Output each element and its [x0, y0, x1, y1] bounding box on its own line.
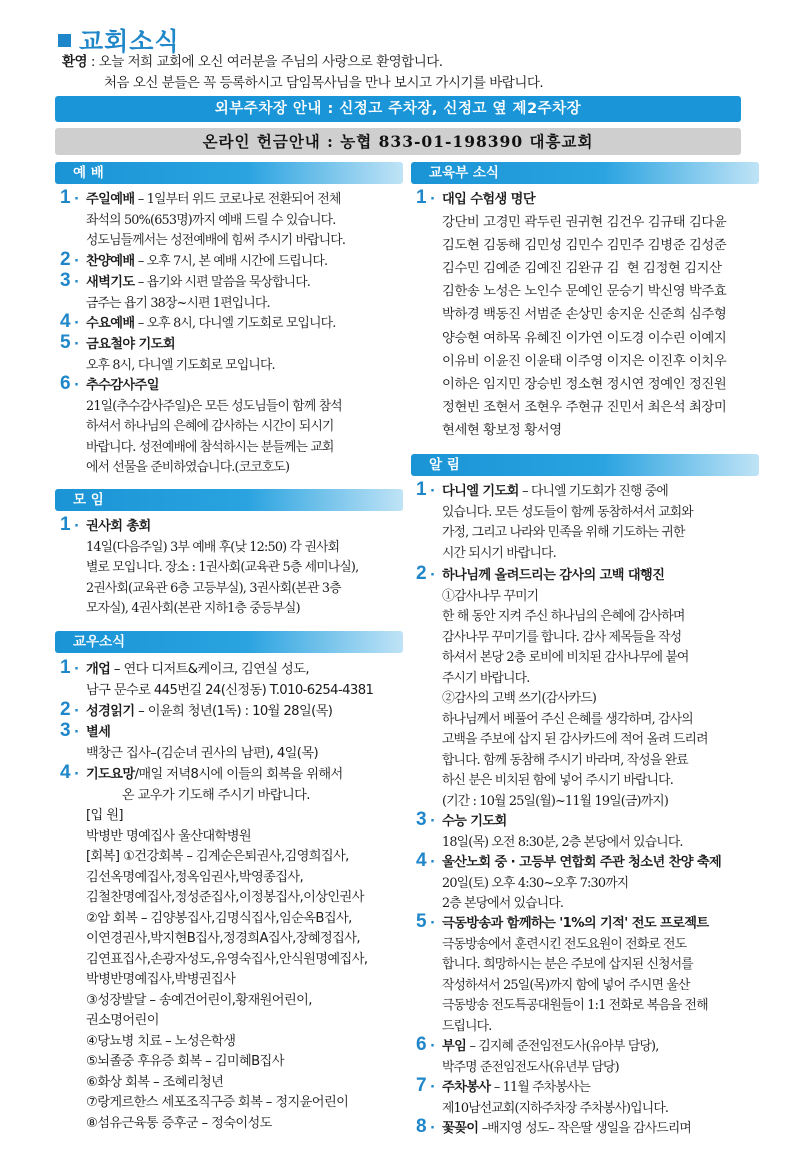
offering-banner: 온라인 헌금안내 : 농협 833-01-198390 대흥교회 — [55, 128, 741, 155]
item-headline — [442, 566, 708, 587]
item-line: 좌석의 50%(653명)까지 예배 드릴 수 있습니다. — [86, 212, 336, 228]
item-line: ①감사나무 꾸미기 — [442, 588, 539, 604]
item-line: 주시기 바랍니다. — [442, 670, 530, 686]
notices-item — [416, 479, 693, 564]
item-dot-icon: · — [430, 855, 435, 870]
item-dot-icon: · — [430, 1121, 435, 1136]
item-line: 김선옥명예집사,정옥임권사,박영종집사, — [86, 869, 304, 885]
item-line: ⑧섬유근육통 증후군 – 정숙이성도 — [86, 1115, 272, 1131]
item-line: 바랍니다. 성전예배에 참석하시는 분들께는 교회 — [86, 439, 334, 455]
item-body — [442, 853, 721, 915]
item-title: 다니엘 기도회 — [442, 484, 519, 499]
item-body — [442, 812, 683, 853]
item-line: 하셔서 하나님의 은혜에 감사하는 시간이 되시기 — [86, 419, 334, 434]
item-title: 울산노회 중 · 고등부 연합회 주관 청소년 찬양 축제 — [442, 855, 722, 870]
item-headline — [442, 1037, 658, 1058]
item-body — [442, 482, 693, 564]
item-text: – 오후 7시, 본 예배 시간에 드립니다. — [134, 254, 328, 269]
worship-item — [60, 332, 275, 376]
item-text: – 오후 8시, 다니엘 기도회로 모입니다. — [134, 316, 336, 331]
notices-item — [416, 850, 722, 915]
item-line: ④당뇨병 치료 – 노성은학생 — [86, 1033, 236, 1049]
item-text: –배지영 성도– 작은딸 생일을 감사드리며 — [478, 1121, 691, 1136]
item-dot-icon: · — [74, 275, 79, 290]
item-headline — [86, 314, 336, 335]
item-text: – 김지혜 준전임전도사(유아부 담당), — [466, 1039, 659, 1054]
item-title: 개업 — [86, 662, 111, 677]
item-line: 현세현 황보정 황서영 — [442, 423, 562, 439]
square-bullet-icon — [58, 34, 71, 47]
members-item — [60, 762, 368, 1134]
item-body — [86, 335, 275, 376]
item-line: 2권사회(교육관 6층 고등부실), 3권사회(본관 3층 — [86, 580, 341, 596]
item-line: 별로 모입니다. 장소 : 1권사회(교육관 5층 세미나실), — [86, 560, 359, 575]
item-body — [86, 517, 358, 620]
item-number: 1 — [416, 187, 426, 208]
item-line: 박병반 명예집사 울산대학병원 — [86, 828, 251, 844]
section-education-heading: 교육부 소식 — [411, 162, 759, 184]
notices-item — [416, 911, 709, 1037]
parking-banner: 외부주차장 안내 : 신정고 주차장, 신정고 옆 제2주차장 — [55, 96, 741, 122]
item-text: – 다니엘 기도회가 진행 중에 — [518, 484, 668, 499]
item-line: 양승현 여하목 유혜진 이가연 이도경 이수린 이예지 — [442, 330, 727, 346]
item-dot-icon: · — [74, 316, 79, 331]
item-line: (기간 : 10월 25일(월)~11월 19일(금)까지) — [442, 793, 669, 809]
item-number: 5 — [416, 911, 426, 932]
item-line: 20일(토) 오후 4:30~오후 7:30까지 — [442, 875, 629, 891]
item-headline — [442, 914, 709, 935]
item-title: 기도요망 — [86, 767, 135, 782]
item-line: 고백을 주보에 삽지 된 감사카드에 적어 올려 드리려 — [442, 732, 708, 747]
meeting-item — [60, 514, 359, 620]
worship-item — [60, 249, 328, 273]
item-line: 합니다. 함께 동참해 주시기 바라며, 작성을 완료 — [442, 752, 688, 768]
item-headline — [86, 517, 358, 538]
welcome-label: 환영 — [62, 54, 88, 70]
item-number: 8 — [416, 1116, 426, 1137]
welcome-message — [62, 52, 543, 94]
item-number: 4 — [60, 311, 70, 332]
members-item — [60, 657, 374, 701]
item-headline — [86, 335, 275, 356]
item-title: 주차봉사 — [442, 1080, 491, 1095]
item-number: 2 — [60, 699, 70, 720]
section-meeting-heading: 모 임 — [55, 489, 403, 511]
item-title: 별세 — [86, 725, 111, 740]
notices-item — [416, 1034, 659, 1078]
item-dot-icon: · — [430, 916, 435, 931]
item-body — [86, 252, 327, 273]
item-dot-icon: · — [74, 378, 79, 393]
item-dot-icon: · — [430, 568, 435, 583]
item-line: 있습니다. 모든 성도들이 함께 동참하셔서 교회와 — [442, 504, 693, 520]
item-headline — [442, 482, 693, 503]
item-number: 1 — [416, 479, 426, 500]
item-text: /매일 저녁8시에 이들의 회복을 위해서 — [134, 767, 343, 782]
members-item — [60, 720, 319, 764]
education-item — [416, 187, 727, 443]
item-headline — [86, 190, 345, 211]
item-line: 가정, 그리고 나라와 민족을 위해 기도하는 귀한 — [442, 525, 685, 540]
item-line: ②암 회복 – 김양봉집사,김명식집사,임순옥B집사, — [86, 910, 352, 926]
welcome-line-1 — [62, 52, 543, 73]
item-title: 하나님께 올려드리는 감사의 고백 대행진 — [442, 568, 665, 583]
item-line: 강단비 고경민 곽두린 권귀현 김건우 김규태 김다윤 — [442, 214, 727, 230]
item-text: – 11월 주차봉사는 — [490, 1080, 591, 1095]
item-title: 새벽기도 — [86, 275, 135, 290]
item-number: 3 — [60, 270, 70, 291]
item-body — [442, 1078, 668, 1119]
item-headline — [86, 765, 367, 786]
item-number: 2 — [416, 563, 426, 584]
item-line: 권소명어린이 — [86, 1013, 159, 1028]
item-headline — [86, 273, 310, 294]
item-line: 이연경권사,박지현B집사,정경희A집사,장혜정집사, — [86, 931, 361, 946]
item-dot-icon: · — [74, 725, 79, 740]
item-line: 하신 분은 비치된 함에 넣어 주시기 바랍니다. — [442, 773, 673, 788]
item-dot-icon: · — [430, 484, 435, 499]
item-line: 김연표집사,손광자성도,유영숙집사,안식원명예집사, — [86, 951, 368, 967]
item-line: 온 교우가 기도해 주시기 바랍니다. — [86, 787, 310, 803]
item-dot-icon: · — [430, 1039, 435, 1054]
item-line: ②감사의 고백 쓰기(감사카드) — [442, 691, 597, 706]
item-line: ⑦랑게르한스 세포조직구증 회복 – 정지윤어린이 — [86, 1095, 349, 1110]
item-body — [442, 1119, 691, 1140]
item-headline — [442, 1119, 691, 1140]
notices-item — [416, 1116, 691, 1140]
item-title: 추수감사주일 — [86, 378, 159, 393]
item-line: ⑥화상 회복 – 조혜리청년 — [86, 1074, 224, 1090]
item-dot-icon: · — [74, 192, 79, 207]
item-dot-icon: · — [430, 192, 435, 207]
item-line: 극동방송 전도특공대원들이 1:1 전화로 복음을 전해 — [442, 998, 708, 1013]
item-body — [86, 273, 310, 314]
worship-item — [60, 270, 311, 314]
worship-item — [60, 311, 336, 335]
item-body — [86, 723, 318, 764]
item-dot-icon: · — [74, 519, 79, 534]
item-line: 하나님께서 베풀어 주신 은혜를 생각하며, 감사의 — [442, 711, 693, 727]
welcome-line-2: 처음 오신 분들은 꼭 등록하시고 담임목사님을 만나 보시고 가시기를 바랍니다. — [104, 75, 544, 91]
worship-item — [60, 187, 346, 252]
item-line: 시간 되시기 바랍니다. — [442, 545, 556, 561]
item-dot-icon: · — [74, 704, 79, 719]
item-line: 모자실), 4권사회(본관 지하1층 중등부실) — [86, 601, 300, 616]
item-line: 김한송 노성은 노인수 문예인 문승기 박신영 박주효 — [442, 284, 727, 300]
item-text: – 이윤희 청년(1독) : 10월 28일(목) — [134, 704, 333, 719]
item-body — [86, 702, 332, 723]
item-body — [86, 314, 336, 335]
item-title: 찬양예배 — [86, 254, 135, 269]
item-title: 금요철야 기도회 — [86, 337, 175, 352]
item-title: 권사회 총회 — [86, 519, 151, 534]
item-headline — [86, 376, 342, 397]
item-line: [입 원] — [86, 808, 123, 823]
section-worship-heading: 예 배 — [55, 162, 403, 184]
item-dot-icon: · — [74, 337, 79, 352]
item-line: 이하은 임지민 장승빈 정소현 정시연 정예인 정진원 — [442, 376, 727, 392]
item-line: 백창근 집사–(김순녀 권사의 남편), 4일(목) — [86, 745, 319, 761]
welcome-text-1: : 오늘 저희 교회에 오신 여러분을 주님의 사랑으로 환영합니다. — [87, 54, 443, 70]
members-item — [60, 699, 333, 723]
item-line: 김도현 김동해 김민성 김민수 김민주 김병준 김성준 — [442, 237, 727, 253]
item-number: 1 — [60, 657, 70, 678]
item-headline — [442, 190, 726, 211]
worship-item — [60, 373, 342, 479]
item-line: 에서 선물을 준비하였습니다.(코코호도) — [86, 460, 290, 475]
item-line: ⑤뇌졸중 후유증 회복 – 김미혜B집사 — [86, 1054, 284, 1069]
item-line: 박하경 백동진 서범준 손상민 송지운 신준희 심주형 — [442, 307, 727, 323]
item-line: 한 해 동안 지켜 주신 하나님의 은혜에 감사하며 — [442, 609, 685, 624]
item-dot-icon: · — [74, 662, 79, 677]
item-body — [86, 376, 342, 479]
item-text: – 1일부터 위드 코로나로 전환되어 전체 — [134, 192, 341, 207]
item-title: 대입 수험생 명단 — [442, 192, 535, 207]
item-dot-icon: · — [430, 814, 435, 829]
item-line: 21일(추수감사주일)은 모든 성도님들이 함께 참석 — [86, 398, 342, 414]
item-line: 박병반명예집사,박병권집사 — [86, 972, 236, 987]
item-body — [86, 660, 373, 701]
item-line: 성도님들께서는 성전예배에 힘써 주시기 바랍니다. — [86, 233, 346, 248]
item-title: 꽃꽂이 — [442, 1121, 479, 1136]
item-number: 3 — [60, 720, 70, 741]
item-line: 2층 본당에서 있습니다. — [442, 896, 564, 911]
item-number: 6 — [416, 1034, 426, 1055]
item-title: 극동방송과 함께하는 '1%의 기적' 전도 프로젝트 — [442, 916, 709, 931]
item-title: 수요예배 — [86, 316, 135, 331]
item-line: 남구 문수로 445번길 24(신정동) T.010-6254-4381 — [86, 682, 374, 698]
item-line: 오후 8시, 다니엘 기도회로 모입니다. — [86, 357, 275, 373]
item-line: 극동방송에서 훈련시킨 전도요원이 전화로 전도 — [442, 936, 687, 952]
item-dot-icon: · — [74, 254, 79, 269]
item-number: 2 — [60, 249, 70, 270]
page-title-text: 교회소식 — [79, 27, 180, 56]
item-number: 4 — [60, 762, 70, 783]
item-number: 3 — [416, 809, 426, 830]
item-headline — [442, 1078, 668, 1099]
item-line: 14일(다음주일) 3부 예배 후(낮 12:50) 각 권사회 — [86, 539, 340, 555]
item-line: 하셔서 본당 2층 로비에 비치된 감사나무에 붙여 — [442, 650, 689, 665]
item-line: 김철찬명예집사,정성준집사,이정봉집사,이상인권사 — [86, 890, 364, 905]
item-headline — [86, 702, 332, 723]
item-headline — [86, 252, 327, 273]
item-line: 금주는 욥기 38장~시편 1편입니다. — [86, 295, 270, 311]
notices-item — [416, 563, 708, 812]
item-body — [86, 765, 367, 1134]
item-body — [442, 190, 726, 443]
section-members-heading: 교우소식 — [55, 631, 403, 653]
item-line: 작성하셔서 25일(목)까지 함에 넣어 주시면 울산 — [442, 977, 690, 993]
section-notices-heading: 알 림 — [411, 454, 759, 476]
item-title: 성경읽기 — [86, 704, 135, 719]
item-dot-icon: · — [430, 1080, 435, 1095]
item-text: – 욥기와 시편 말씀을 묵상합니다. — [134, 275, 311, 290]
item-headline — [86, 723, 318, 744]
item-line: 감사나무 꾸미기를 합니다. 감사 제목들을 작성 — [442, 629, 682, 645]
item-number: 7 — [416, 1075, 426, 1096]
item-text: – 연다 디저트&케이크, 김연실 성도, — [110, 662, 309, 677]
item-headline — [442, 853, 721, 874]
item-line: 박주명 준전임전도사(유년부 담당) — [442, 1059, 619, 1075]
item-body — [442, 1037, 658, 1078]
item-line: 이유비 이윤진 이윤태 이주영 이지은 이진후 이치우 — [442, 353, 727, 369]
item-number: 5 — [60, 332, 70, 353]
item-title: 수능 기도회 — [442, 814, 507, 829]
item-line: 드립니다. — [442, 1018, 492, 1034]
notices-item — [416, 1075, 669, 1119]
item-title: 주일예배 — [86, 192, 135, 207]
item-headline — [442, 812, 683, 833]
item-line: 합니다. 희망하시는 분은 주보에 삽지된 신청서를 — [442, 957, 693, 972]
item-body — [442, 566, 708, 812]
item-title: 부임 — [442, 1039, 467, 1054]
item-line: 정현빈 조현서 조현우 주현규 진민서 최은석 최장미 — [442, 400, 727, 416]
item-number: 4 — [416, 850, 426, 871]
notices-item — [416, 809, 683, 853]
item-body — [86, 190, 345, 252]
item-body — [442, 914, 709, 1037]
item-headline — [86, 660, 373, 681]
item-number: 6 — [60, 373, 70, 394]
item-dot-icon: · — [74, 767, 79, 782]
item-line: 18일(목) 오전 8:30분, 2층 본당에서 있습니다. — [442, 834, 683, 850]
item-line: ③성장발달 – 송예건어린이,황재원어린이, — [86, 992, 312, 1008]
item-line: [회복] ①건강회복 – 김계순은퇴권사,김영희집사, — [86, 849, 349, 864]
item-number: 1 — [60, 187, 70, 208]
item-number: 1 — [60, 514, 70, 535]
item-line: 김수민 김예준 김예진 김완규 김 현 김정현 김지산 — [442, 260, 722, 276]
item-line: 제10남선교회(지하주차장 주차봉사)입니다. — [442, 1100, 669, 1116]
